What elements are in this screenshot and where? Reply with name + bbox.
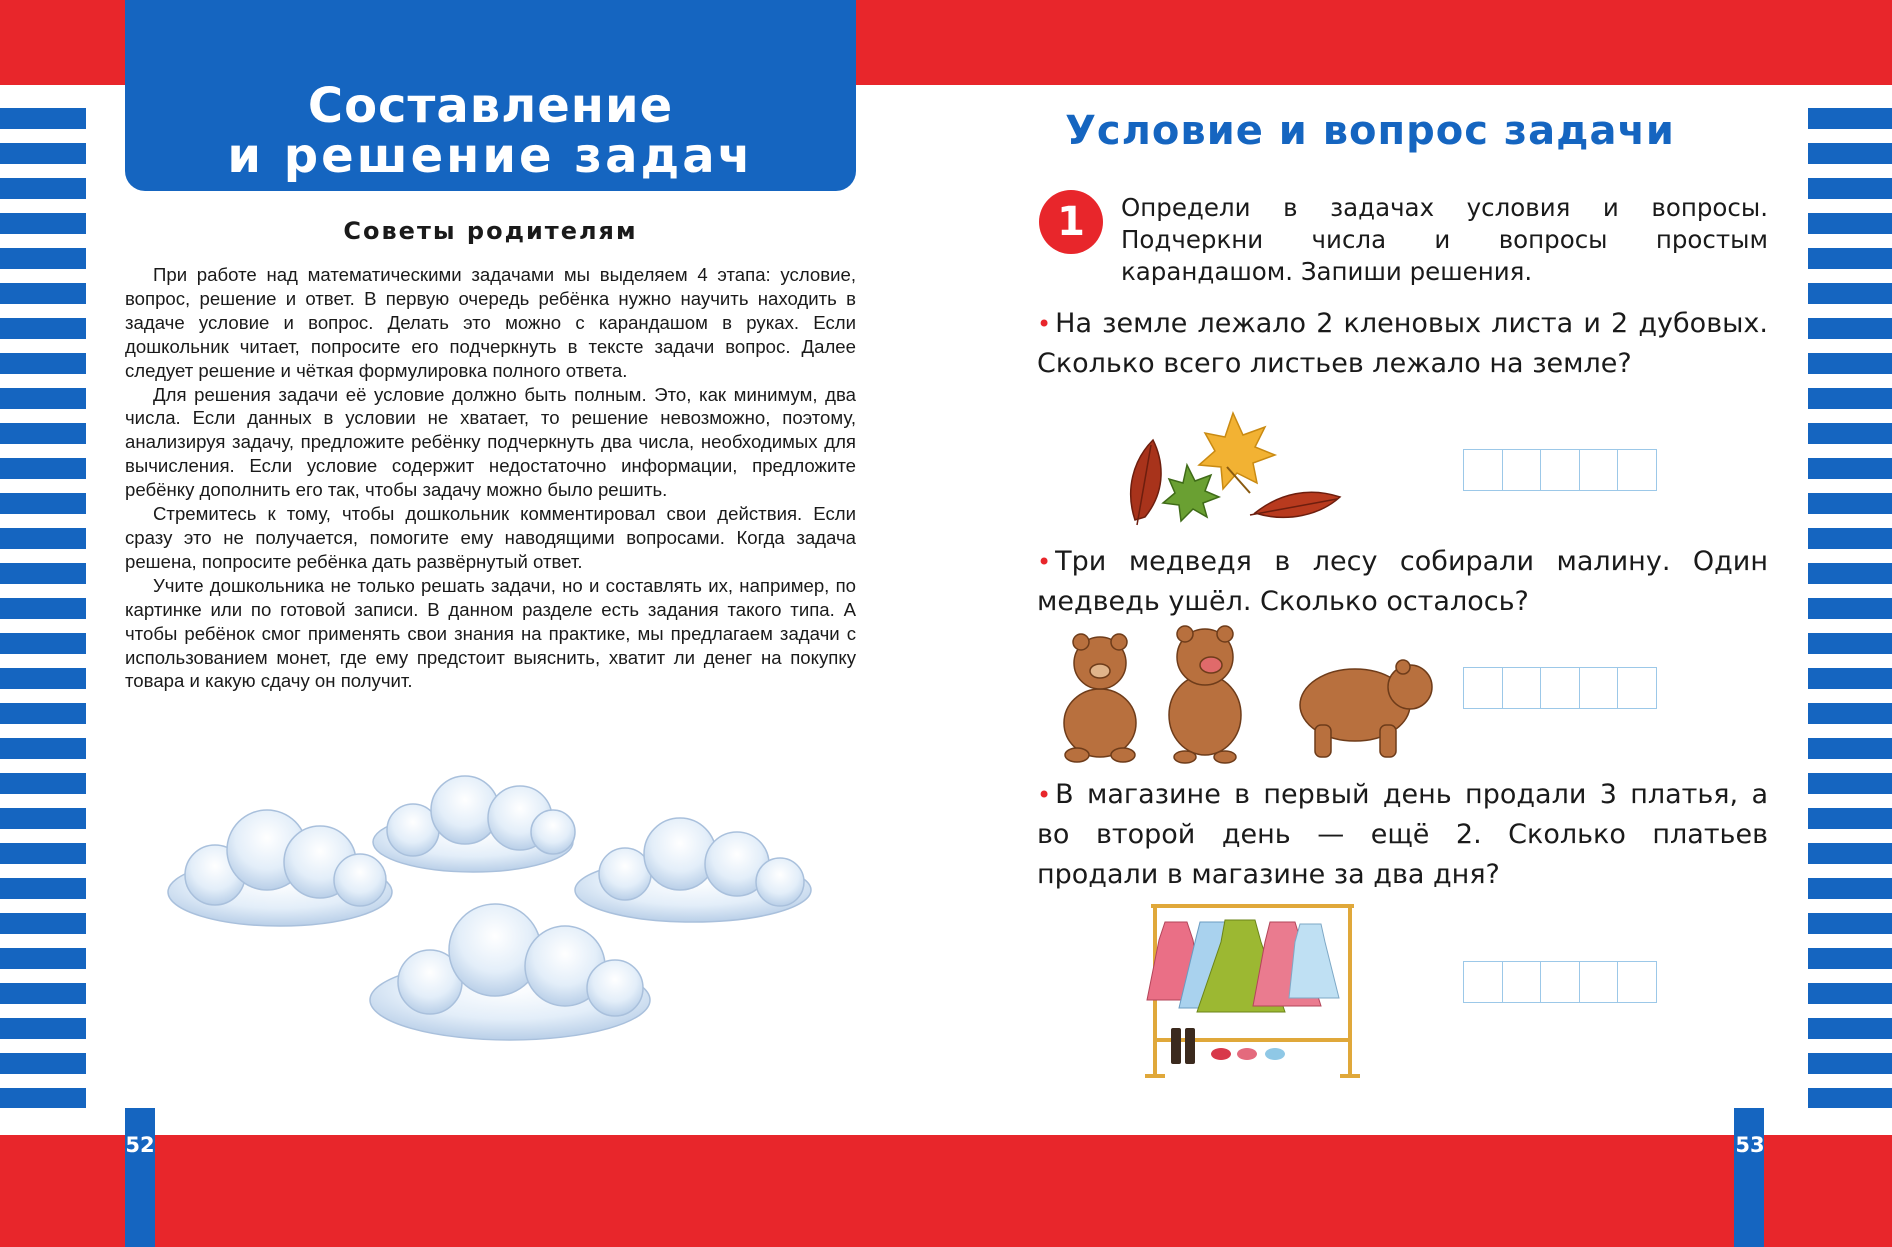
answer-cell[interactable] [1579, 449, 1619, 491]
answer-cell[interactable] [1463, 667, 1503, 709]
advice-paragraph-2: Для решения задачи её условие должно быть полным. Это, как минимум, два числа. Если данных в условии не хватает, то решение невозможно, поэтому, анализируя задачу, предложите ребёнку подчеркнуть два числа, необходимых для вычисления. Если условие содержит недостаточно информации, предложите ребёнку дополнить его так, чтобы задачу можно было решить. [125, 383, 856, 501]
maple-leaf-green-icon [1163, 465, 1219, 521]
bullet-icon: • [1037, 781, 1052, 809]
task-instruction: Определи в задачах условия и вопросы. Подчеркни числа и вопросы простым карандашом. Запиши решения. [1121, 193, 1768, 286]
answer-boxes-2[interactable] [1463, 667, 1663, 709]
page-number-right: 53 [1735, 1133, 1765, 1157]
clouds-illustration [155, 770, 845, 1060]
advice-paragraph-3: Стремитесь к тому, чтобы дошкольник комментировал свои действия. Если сразу это не получается, помогите ему наводящими вопросами. Когда задача решена, попросите ребёнка дать развёрнутый ответ. [125, 503, 856, 572]
oak-leaf-2-icon [1250, 492, 1340, 517]
problem-2 [1037, 542, 1768, 622]
right-striped-border [1808, 108, 1892, 1108]
problem-2-text: Три медведя в лесу собирали малину. Один медведь ушёл. Сколько осталось? [1037, 546, 1768, 617]
task-number-badge: 1 [1039, 190, 1103, 254]
page-number-left: 52 [125, 1133, 155, 1157]
bullet-icon: • [1037, 548, 1052, 576]
section-title-line-2: и решение задач [227, 128, 754, 184]
cloud-1 [168, 810, 392, 926]
cloud-4 [370, 904, 650, 1040]
bullet-icon: • [1037, 310, 1052, 338]
answer-cell[interactable] [1540, 667, 1580, 709]
leaves-illustration [1115, 405, 1355, 535]
advice-heading: Советы родителям [343, 217, 638, 245]
problem-1-text: На земле лежало 2 кленовых листа и 2 дубовых. Сколько всего листьев лежало на земле? [1037, 308, 1768, 379]
answer-cell[interactable] [1617, 449, 1657, 491]
answer-cell[interactable] [1502, 449, 1542, 491]
answer-cell[interactable] [1463, 961, 1503, 1003]
cloud-3 [575, 818, 811, 922]
answer-cell[interactable] [1463, 449, 1503, 491]
answer-cell[interactable] [1617, 961, 1657, 1003]
page-title: Условие и вопрос задачи [1065, 108, 1675, 154]
boots-icon [1171, 1028, 1195, 1064]
problem-1 [1037, 304, 1768, 384]
dress-rack-illustration [1125, 900, 1370, 1080]
answer-cell[interactable] [1579, 961, 1619, 1003]
answer-cell[interactable] [1502, 667, 1542, 709]
answer-cell[interactable] [1617, 667, 1657, 709]
bear-sitting-icon [1064, 634, 1136, 762]
answer-cell[interactable] [1540, 961, 1580, 1003]
problem-3 [1037, 775, 1768, 895]
maple-leaf-yellow-icon [1199, 413, 1275, 493]
dress-light-blue-icon [1289, 924, 1339, 998]
problem-3-text: В магазине в первый день продали 3 платья, а во второй день — ещё 2. Сколько платьев продали в магазине за два дня? [1037, 779, 1768, 890]
answer-boxes-3[interactable] [1463, 961, 1663, 1003]
top-red-band-left [0, 0, 125, 85]
bear-walking-icon [1300, 660, 1432, 757]
right-page-tab [1734, 1108, 1764, 1247]
shoes-icon [1211, 1048, 1285, 1060]
oak-leaf-1-icon [1131, 440, 1161, 525]
answer-cell[interactable] [1540, 449, 1580, 491]
answer-cell[interactable] [1579, 667, 1619, 709]
section-title-line-1: Составление [307, 78, 674, 134]
bears-illustration [1055, 625, 1435, 765]
top-red-band-right [855, 0, 1892, 85]
answer-cell[interactable] [1502, 961, 1542, 1003]
bottom-red-band [0, 1135, 1892, 1247]
advice-paragraph-4: Учите дошкольника не только решать задачи, но и составлять их, например, по картинке или по готовой записи. В данном разделе есть задания такого типа. А чтобы ребёнок смог применять свои знания на практике, мы предлагаем задачи с использованием монет, где ему предстоит выяснить, хватит ли денег на покупку товара и какую сдачу он получит. [125, 574, 856, 692]
advice-text [125, 263, 856, 693]
cloud-2 [373, 776, 575, 872]
bear-standing-icon [1169, 626, 1241, 763]
left-striped-border [0, 108, 86, 1108]
left-page-tab [125, 1108, 155, 1247]
advice-paragraph-1: При работе над математическими задачами мы выделяем 4 этапа: условие, вопрос, решение и ответ. В первую очередь ребёнка нужно научить находить в задаче условие и вопрос. Делать это можно с карандашом в руках. Если дошкольник читает, попросите его подчеркнуть в тексте задачи вопрос. Далее следует решение и чёткая формулировка полного ответа. [125, 264, 856, 381]
answer-boxes-1[interactable] [1463, 449, 1663, 491]
